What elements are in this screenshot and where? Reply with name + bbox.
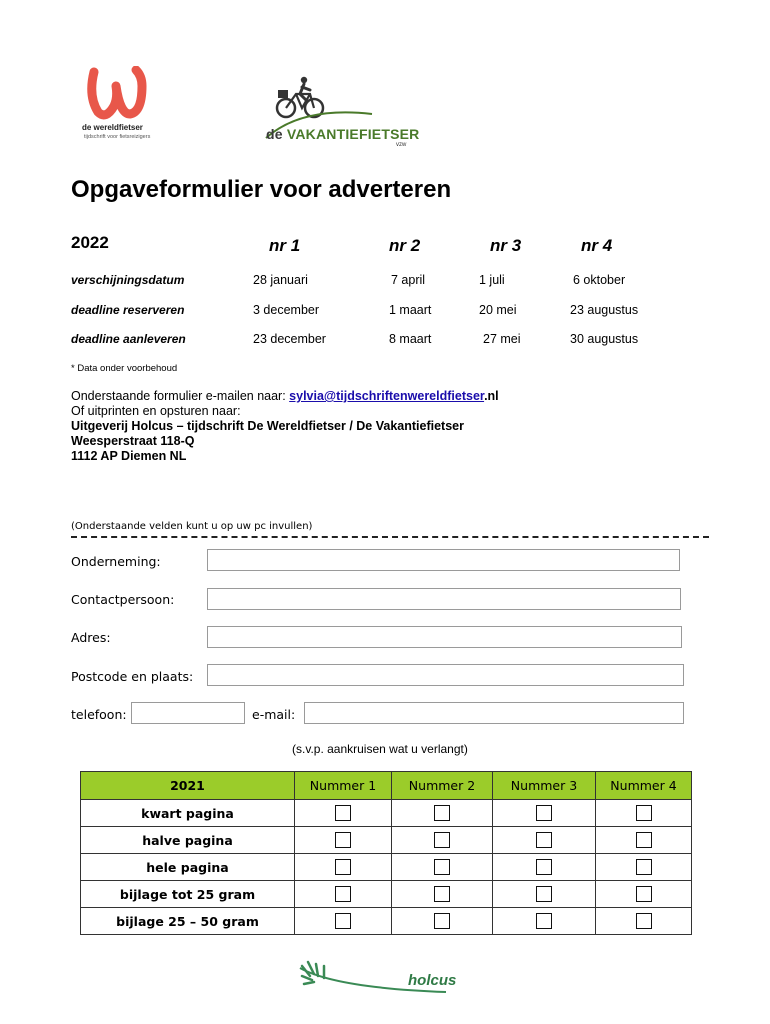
wereldfietser-name: de wereldfietser — [82, 123, 143, 132]
schedule-value: 3 december — [253, 303, 320, 317]
checkbox[interactable] — [335, 886, 351, 902]
checkbox-cell — [493, 908, 596, 935]
checkbox[interactable] — [335, 805, 351, 821]
adres-label: Adres: — [71, 630, 111, 645]
wereldfietser-w-icon — [86, 66, 148, 122]
email-field[interactable] — [304, 702, 684, 724]
checkbox-cell — [392, 854, 493, 881]
ad-options-table — [80, 771, 692, 935]
checkbox[interactable] — [536, 886, 552, 902]
issue-header-2: nr 2 — [389, 236, 421, 255]
onderneming-label: Onderneming: — [71, 554, 161, 569]
column-header: Nummer 4 — [596, 772, 692, 800]
print-instruction: Of uitprinten en opsturen naar: — [71, 404, 241, 418]
onderneming-field[interactable] — [207, 549, 680, 571]
schedule-note: * Data onder voorbehoud — [71, 363, 178, 374]
schedule-value: 6 oktober — [573, 273, 626, 287]
checkbox-cell — [596, 908, 692, 935]
checkbox[interactable] — [434, 832, 450, 848]
checkbox-cell — [295, 854, 392, 881]
telefoon-label: telefoon: — [71, 707, 127, 722]
table-row — [81, 800, 692, 827]
checkbox[interactable] — [536, 805, 552, 821]
checkbox[interactable] — [335, 913, 351, 929]
checkbox-cell — [295, 800, 392, 827]
table-header-row — [81, 772, 692, 800]
table-row — [81, 881, 692, 908]
form-intro: (Onderstaande velden kunt u op uw pc invullen) — [71, 521, 313, 532]
checkbox-cell — [392, 908, 493, 935]
checkbox-cell — [392, 881, 493, 908]
checkbox-cell — [493, 800, 596, 827]
checkbox-cell — [392, 827, 493, 854]
row-label: bijlage 25 – 50 gram — [81, 908, 295, 935]
checkbox-cell — [596, 800, 692, 827]
page-title: Opgaveformulier voor adverteren — [71, 176, 452, 203]
table-row — [81, 908, 692, 935]
holcus-logo — [296, 958, 456, 998]
checkbox-cell — [596, 881, 692, 908]
checkbox[interactable] — [636, 913, 652, 929]
column-header: Nummer 1 — [295, 772, 392, 800]
checkbox[interactable] — [434, 805, 450, 821]
checkbox[interactable] — [536, 913, 552, 929]
vakantiefietser-suffix: vzw — [396, 142, 407, 148]
checkbox[interactable] — [536, 832, 552, 848]
schedule-value: 7 april — [391, 273, 426, 287]
checkbox[interactable] — [636, 805, 652, 821]
issue-header-4: nr 4 — [581, 236, 613, 255]
email-link[interactable]: sylvia@tijdschriftenwereldfietser — [289, 389, 485, 403]
table-row — [81, 827, 692, 854]
adres-field[interactable] — [207, 626, 682, 648]
wereldfietser-logo — [80, 64, 160, 144]
postcode-label: Postcode en plaats: — [71, 669, 194, 684]
checkbox-cell — [392, 800, 493, 827]
row-label: hele pagina — [81, 854, 295, 881]
checkbox[interactable] — [636, 832, 652, 848]
checkbox[interactable] — [335, 859, 351, 875]
checkbox-cell — [596, 827, 692, 854]
email-line — [71, 389, 691, 404]
table-row — [81, 854, 692, 881]
schedule-value: 23 augustus — [570, 303, 639, 317]
checkbox-cell — [295, 827, 392, 854]
schedule-value: 27 mei — [483, 332, 521, 346]
row-label: kwart pagina — [81, 800, 295, 827]
checkbox-cell — [295, 881, 392, 908]
checkbox-cell — [493, 854, 596, 881]
schedule-label-aanleveren: deadline aanleveren — [71, 332, 186, 346]
issue-header-1: nr 1 — [269, 236, 301, 255]
column-header: Nummer 3 — [493, 772, 596, 800]
checkbox-instruction: (s.v.p. aankruisen wat u verlangt) — [292, 742, 468, 756]
schedule-year: 2022 — [71, 233, 109, 252]
schedule-value: 8 maart — [389, 332, 432, 346]
contactpersoon-field[interactable] — [207, 588, 681, 610]
schedule-label-verschijning: verschijningsdatum — [71, 273, 185, 287]
schedule-value: 28 januari — [253, 273, 308, 287]
checkbox[interactable] — [434, 886, 450, 902]
table-year-header: 2021 — [81, 772, 295, 800]
publisher-line: Uitgeverij Holcus – tijdschrift De Wereldfietser / De Vakantiefietser — [71, 419, 464, 433]
checkbox[interactable] — [434, 859, 450, 875]
vakantiefietser-prefix: de — [266, 126, 283, 142]
schedule-value: 20 mei — [479, 303, 517, 317]
schedule-value: 1 maart — [389, 303, 432, 317]
checkbox-cell — [493, 827, 596, 854]
vakantiefietser-logo — [262, 76, 420, 148]
vakantiefietser-name — [266, 126, 419, 142]
checkbox-cell — [596, 854, 692, 881]
issue-header-3: nr 3 — [490, 236, 522, 255]
checkbox-cell — [493, 881, 596, 908]
column-header: Nummer 2 — [392, 772, 493, 800]
checkbox[interactable] — [335, 832, 351, 848]
city-line: 1112 AP Diemen NL — [71, 449, 187, 463]
email-label: e-mail: — [252, 707, 296, 722]
postcode-field[interactable] — [207, 664, 684, 686]
row-label: halve pagina — [81, 827, 295, 854]
checkbox[interactable] — [636, 859, 652, 875]
row-label: bijlage tot 25 gram — [81, 881, 295, 908]
dashed-separator — [71, 536, 709, 538]
holcus-text: holcus — [408, 972, 457, 989]
schedule-value: 30 augustus — [570, 332, 639, 346]
wereldfietser-tagline: tijdschrift voor fietsreizigers — [84, 134, 151, 140]
telefoon-field[interactable] — [131, 702, 245, 724]
checkbox[interactable] — [434, 913, 450, 929]
checkbox-cell — [295, 908, 392, 935]
street-line: Weesperstraat 118-Q — [71, 434, 195, 448]
email-line-prefix: Onderstaande formulier e-mailen naar: — [71, 389, 290, 403]
vakantiefietser-main: VAKANTIEFIETSER — [286, 126, 420, 142]
address-block — [71, 389, 691, 464]
schedule-label-reserveren: deadline reserveren — [71, 303, 185, 317]
checkbox[interactable] — [636, 886, 652, 902]
contactpersoon-label: Contactpersoon: — [71, 592, 175, 607]
schedule-value: 23 december — [253, 332, 326, 346]
checkbox[interactable] — [536, 859, 552, 875]
email-suffix: .nl — [484, 389, 499, 403]
schedule-value: 1 juli — [479, 273, 505, 287]
